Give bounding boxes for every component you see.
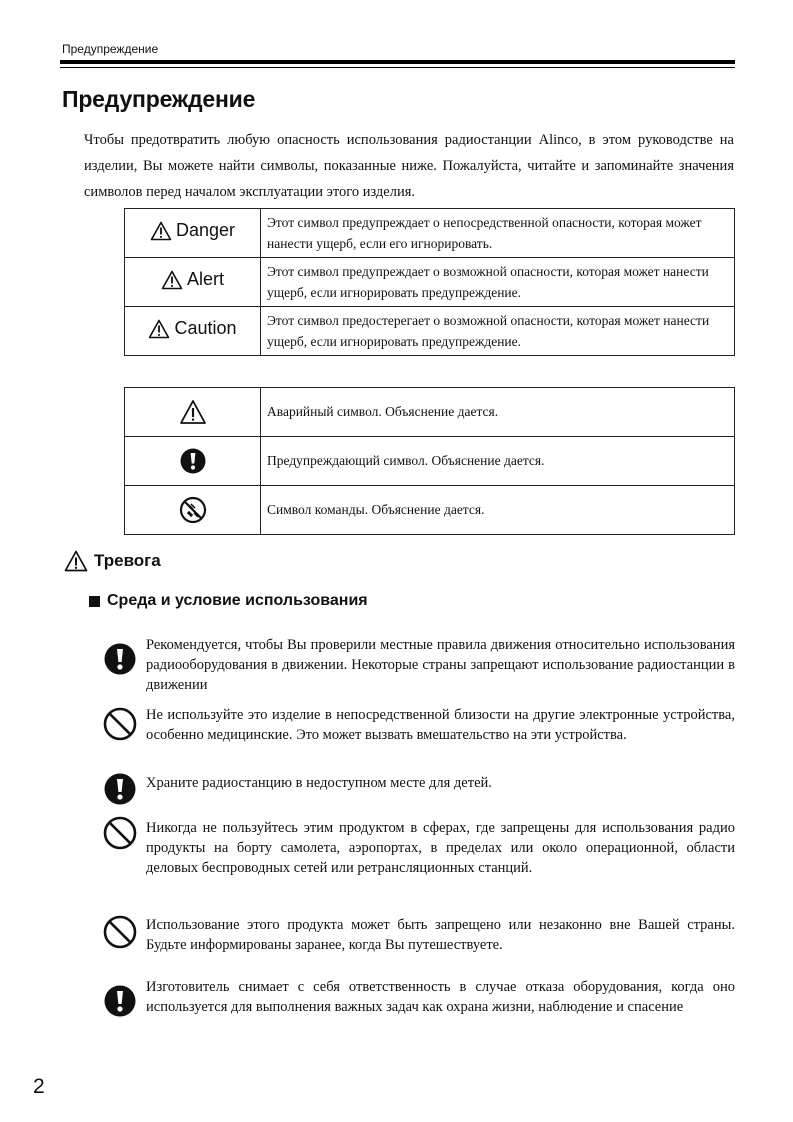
prohibited-icon (103, 915, 137, 949)
page-title: Предупреждение (62, 86, 256, 112)
subsection-heading-text: Среда и условие использования (107, 592, 368, 609)
list-item-text: Никогда не пользуйтесь этим продуктом в сферах, где запрещены для использования радио продукты на борту самолета, аэропортах, в пределах или около операционной, области деловых беспроводных сетей или ретрансляционных станций. (146, 820, 735, 876)
list-item-text: Не используйте это изделие в непосредственной близости на другие электронные устройства, особенно медицинские. Это может вызвать вмешательство на эти устройства. (146, 707, 735, 743)
section-heading-text: Тревога (94, 551, 161, 570)
hazard-desc-alert: Этот символ предупреждает о возможной опасности, которая может нанести ущерб, если игнорировать предупреждение. (261, 258, 735, 307)
symbol-row-prohibited-disassembly (125, 486, 735, 535)
header-rule (60, 60, 735, 64)
hazard-row-alert (125, 258, 735, 307)
warning-triangle-icon (161, 270, 183, 290)
list-item (100, 818, 735, 878)
symbol-row-warning (125, 388, 735, 437)
prohibited-disassembly-icon (179, 496, 207, 524)
hazard-row-caution (125, 307, 735, 356)
list-item-text: Храните радиостанцию в недоступном месте для детей. (146, 775, 492, 791)
subsection-heading (89, 592, 368, 610)
list-item-text: Рекомендуется, чтобы Вы проверили местные правила движения относительно использования радиооборудования в движении. Некоторые страны запрещают использование радиостанции в движении (146, 637, 735, 693)
symbol-desc-exclamation: Предупреждающий символ. Объяснение дается. (261, 437, 735, 486)
symbol-desc-command: Символ команды. Объяснение дается. (261, 486, 735, 535)
hazard-desc-caution: Этот символ предостерегает о возможной опасности, которая может нанести ущерб, если игнорировать предупреждение. (261, 307, 735, 356)
hazard-label-caution: Caution (174, 318, 237, 339)
hazard-label-alert: Alert (186, 269, 224, 290)
list-item (100, 705, 735, 745)
list-item (100, 635, 735, 695)
square-bullet-icon (89, 596, 100, 607)
hazard-desc-danger: Этот символ предупреждает о непосредственной опасности, которая может нанести ущерб, если его игнорировать. (261, 209, 735, 258)
exclamation-circle-icon (104, 773, 136, 805)
warning-triangle-icon (179, 399, 207, 425)
exclamation-circle-icon (104, 985, 136, 1017)
list-item-text: Изготовитель снимает с себя ответственность в случае отказа оборудования, когда оно используется для выполнения важных задач как охрана жизни, наблюдение и спасение (146, 979, 735, 1015)
symbol-row-exclamation (125, 437, 735, 486)
list-item (100, 915, 735, 955)
running-header: Предупреждение (62, 42, 159, 56)
page-number: 2 (33, 1075, 45, 1098)
hazard-row-danger (125, 209, 735, 258)
warning-triangle-icon (64, 550, 88, 572)
exclamation-circle-icon (104, 643, 136, 675)
symbol-legend-table (124, 387, 735, 535)
header-rule-thin (60, 67, 735, 68)
intro-paragraph: Чтобы предотвратить любую опасность использования радиостанции Alinco, в этом руководстве на изделии, Вы можете найти символы, показанные ниже. Пожалуйста, читайте и запоминайте значения символов перед началом эксплуатации этого изделия. (84, 132, 734, 200)
section-heading-alert (64, 550, 161, 572)
hazard-level-table (124, 208, 735, 356)
warning-triangle-icon (148, 319, 170, 339)
warning-triangle-icon (150, 221, 172, 241)
list-item (100, 977, 735, 1017)
prohibited-icon (103, 707, 137, 741)
list-item-text: Использование этого продукта может быть запрещено или незаконно вне Вашей страны. Будьте информированы заранее, когда Вы путешествуете. (146, 917, 735, 953)
list-item (100, 773, 735, 793)
symbol-desc-warning: Аварийный символ. Объяснение дается. (261, 388, 735, 437)
exclamation-circle-icon (180, 448, 206, 474)
prohibited-icon (103, 816, 137, 850)
hazard-label-danger: Danger (175, 220, 236, 241)
